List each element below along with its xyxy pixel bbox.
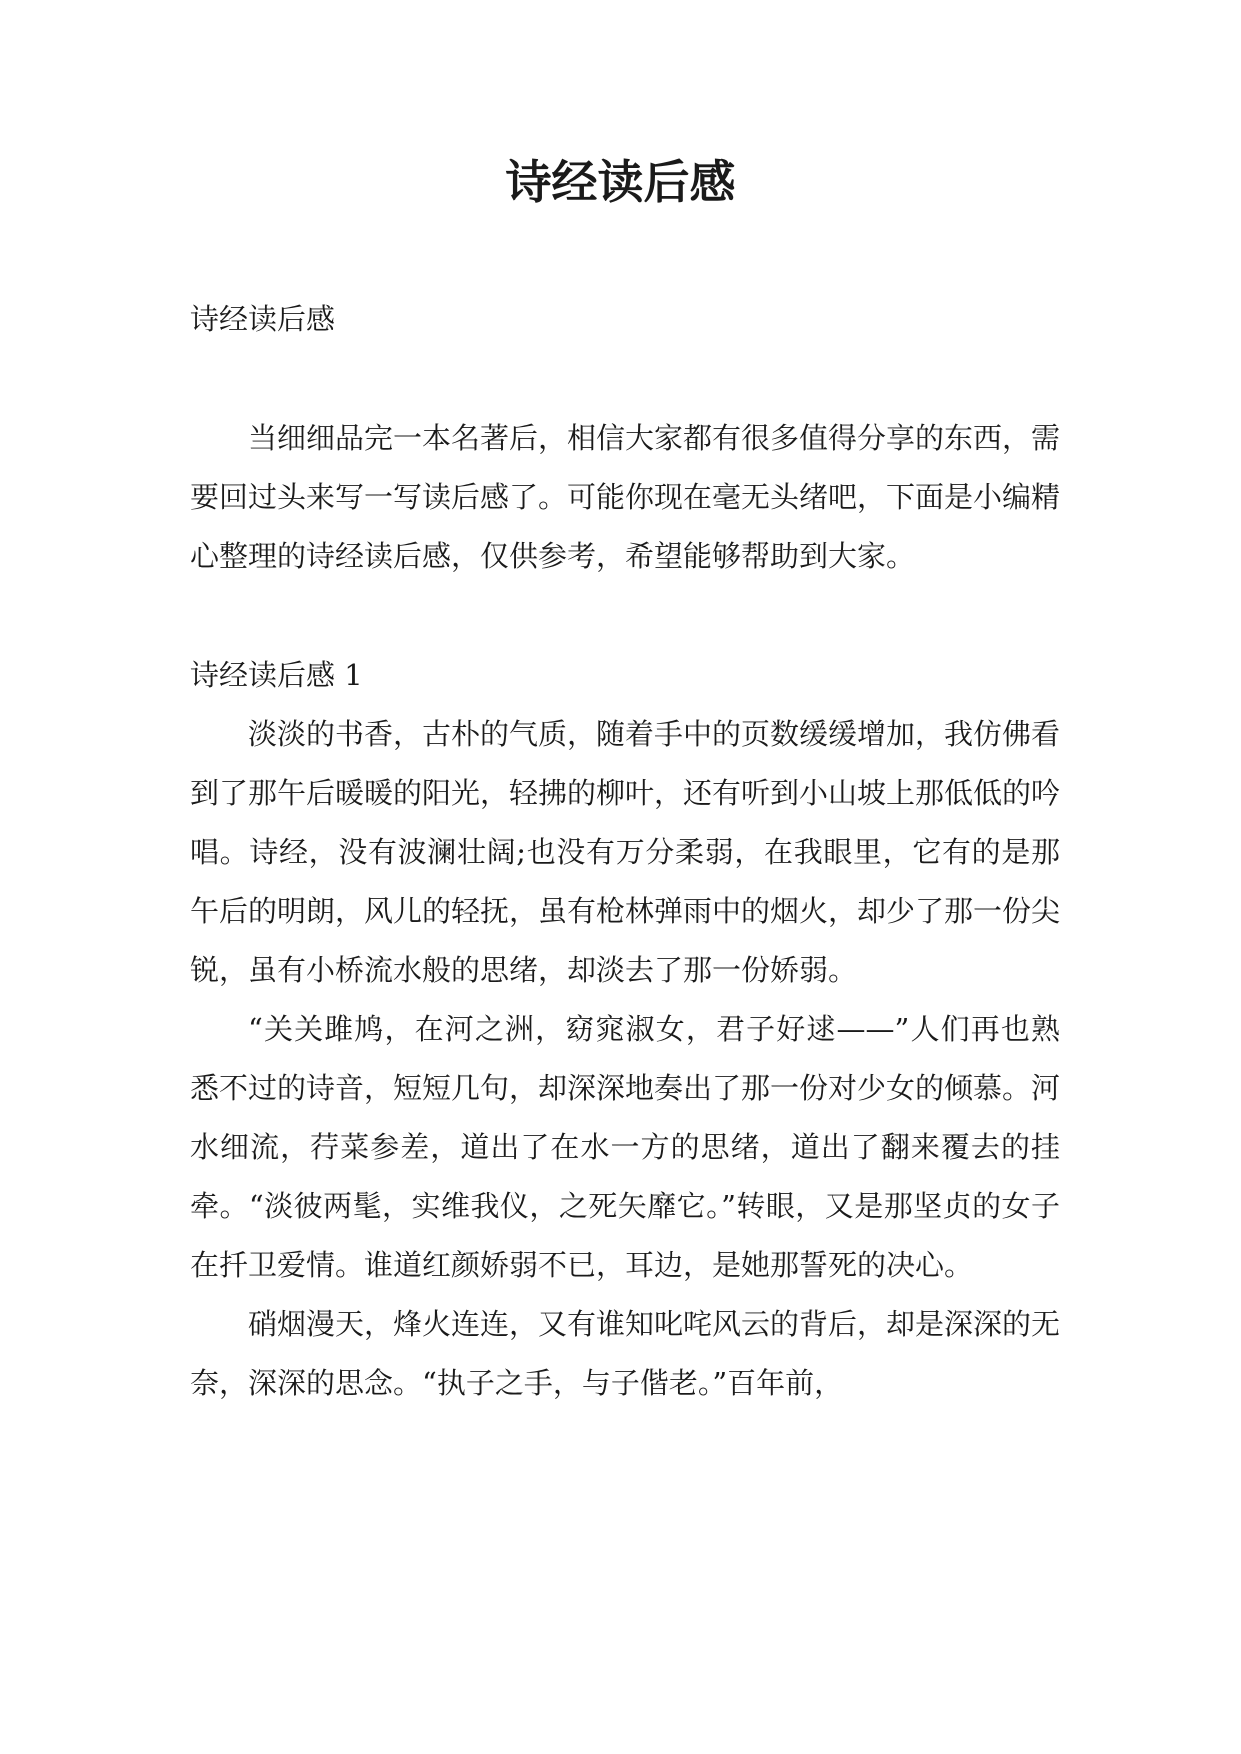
document-body xyxy=(190,290,1060,1413)
document-subtitle: 诗经读后感 xyxy=(190,302,336,336)
spacer xyxy=(190,349,1060,409)
body-paragraph: 硝烟漫天，烽火连连，又有谁知叱咤风云的背后，却是深深的无奈，深深的思念。“执子之手，与子偕老。”百年前， xyxy=(190,1307,1061,1400)
spacer xyxy=(190,586,1060,646)
section-heading: 诗经读后感 1 xyxy=(190,658,363,692)
intro-paragraph: 当细细品完一本名著后，相信大家都有很多值得分享的东西，需要回过头来写一写读后感了。可能你现在毫无头绪吧，下面是小编精心整理的诗经读后感，仅供参考，希望能够帮助到大家。 xyxy=(190,421,1061,573)
document-title: 诗经读后感 xyxy=(505,155,736,209)
body-paragraph: “关关雎鸠，在河之洲，窈窕淑女，君子好逑——”人们再也熟悉不过的诗音，短短几句，却深深地奏出了那一份对少女的倾慕。河水细流，荇菜参差，道出了在水一方的思绪，道出了翻来覆去的挂牵。“淡彼两髦，实维我仪，之死矢靡它。”转眼，又是那坚贞的女子在扦卫爱情。谁道红颜娇弱不已，耳边，是她那誓死的决心。 xyxy=(190,1012,1061,1282)
body-paragraph: 淡淡的书香，古朴的气质，随着手中的页数缓缓增加，我仿佛看到了那午后暖暖的阳光，轻拂的柳叶，还有听到小山坡上那低低的吟唱。诗经，没有波澜壮阔;也没有万分柔弱，在我眼里，它有的是那午后的明朗，风儿的轻抚，虽有枪林弹雨中的烟火，却少了那一份尖锐，虽有小桥流水般的思绪，却淡去了那一份娇弱。 xyxy=(190,717,1061,987)
